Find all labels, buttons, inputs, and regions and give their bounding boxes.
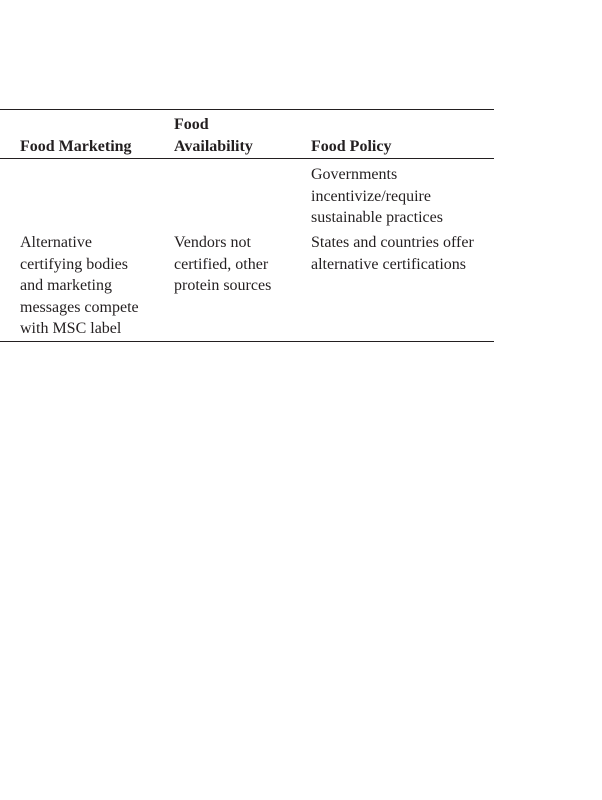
table-cell: Governments incentivize/require sustainable practices <box>311 166 443 226</box>
data-table <box>0 109 494 342</box>
header-food-policy: Food Policy <box>311 138 392 155</box>
table-header <box>0 110 494 159</box>
table-cell <box>174 159 311 233</box>
table-cell: Alternative certifying bodies and marketing messages compete with MSC label <box>20 234 139 337</box>
table-body <box>0 159 494 342</box>
table-container <box>0 109 494 342</box>
table-row <box>0 159 494 233</box>
table-cell <box>0 159 174 233</box>
header-food-marketing: Food Marketing <box>20 138 132 155</box>
header-row <box>0 110 494 159</box>
table-row <box>0 232 494 342</box>
table-cell: Vendors not certified, other protein sources <box>174 234 272 294</box>
table-cell: States and countries offer alternative certifications <box>311 234 474 273</box>
header-food-availability: Food Availability <box>174 116 253 155</box>
